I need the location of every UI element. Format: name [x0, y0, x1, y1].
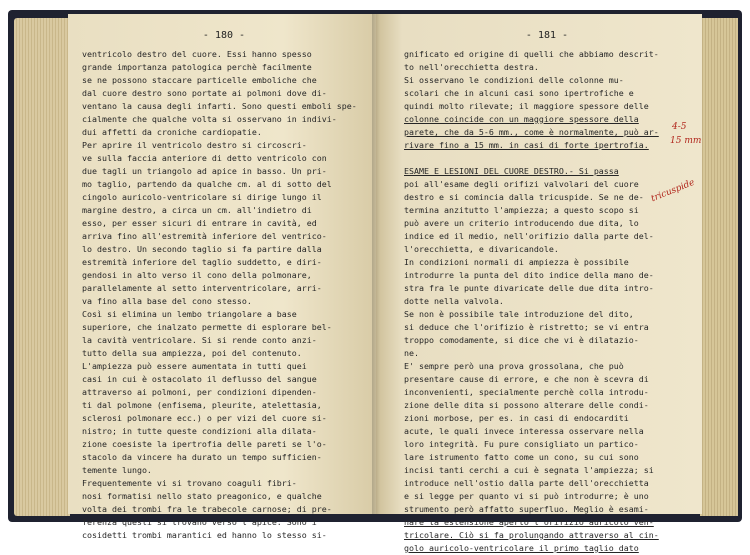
text-line: zione delle dita si possono alterare delle condi- — [404, 400, 649, 410]
text-line: grande importanza patologica perchè facilmente — [82, 62, 312, 72]
text-line: dotte nella valvola. — [404, 296, 504, 306]
text-line: casi in cui è ostacolato il deflusso del sangue — [82, 374, 317, 384]
text-line: sclerosi polmonare ecc.) o per vizi del cuore si- — [82, 413, 327, 423]
text-line: zione coesiste la ipertrofia delle pareti se l'o- — [82, 439, 327, 449]
text-line: esso, per esser sicuri di entrare in cavità, ed — [82, 218, 317, 228]
text-line: parete, che da 5-6 mm., come è normalmente, può ar- — [404, 127, 659, 137]
text-line: E' sempre però una prova grossolana, che può — [404, 361, 624, 371]
text-line: zioni morbose, per es. in casi di endocarditi — [404, 413, 629, 423]
page-number-right: - 181 - — [525, 30, 569, 41]
text-line — [404, 152, 690, 165]
text-line: to nell'orecchietta destra. — [404, 62, 539, 72]
text-line: ve sulla faccia anteriore di detto ventricolo con — [82, 153, 327, 163]
text-line: due tagli un triangolo ad apice in basso. Un pri- — [82, 166, 327, 176]
margin-note: 4-5 — [672, 122, 687, 132]
text-line: In condizioni normali di ampiezza è possibile — [404, 257, 629, 267]
text-line: temente lungo. — [82, 465, 152, 475]
text-line: cingolo auricolo-ventricolare si dirige lungo il — [82, 192, 322, 202]
left-page — [68, 14, 376, 540]
text-line: attraverso ai polmoni, per condizioni dipenden- — [82, 387, 317, 397]
text-line: strumento però affatto superfluo. Meglio è esami- — [404, 504, 649, 514]
text-line: loro integrità. Fu pure consigliato un partico- — [404, 439, 639, 449]
text-line: cialmente che qualche volta si osservano in indivi- — [82, 114, 337, 124]
text-line: Si osservano le condizioni delle colonne mu- — [404, 75, 624, 85]
text-line: scolari che in alcuni casi sono ipertrofiche e — [404, 88, 634, 98]
text-line: destro e si comincia dalla tricuspide. Se ne de- — [404, 192, 644, 202]
text-line: nare la estensione aperto l'orifizio auricolo ven- — [404, 517, 654, 527]
text-line: gnificato ed origine di quelli che abbiamo descrit- — [404, 49, 659, 59]
text-line: dal cuore destro sono portate ai polmoni dove di- — [82, 88, 327, 98]
page-edges-left — [14, 18, 70, 516]
text-line: nistro; in tutte queste condizioni alla dilata- — [82, 426, 317, 436]
book-gutter — [372, 14, 380, 514]
text-line: stacolo da vincere ha durato un tempo sufficien- — [82, 452, 322, 462]
text-line: inconvenienti, specialmente perchè colla introdu- — [404, 387, 649, 397]
text-line: mo taglio, partendo da qualche cm. al di sotto del — [82, 179, 332, 189]
text-line: lare istrumento fatto come un cono, su cui sono — [404, 452, 639, 462]
text-line: acute, le quali invece interessa osservare nella — [404, 426, 644, 436]
text-line: colonne coincide con un maggiore spessore della — [404, 114, 639, 124]
text-line: L'ampiezza può essere aumentata in tutti quei — [82, 361, 307, 371]
page-number-left: - 180 - — [202, 30, 246, 41]
text-line: lo destro. Un secondo taglio si fa partire dalla — [82, 244, 322, 254]
text-line: volta dei trombi fra le trabecole carnose; di pre- — [82, 504, 332, 514]
text-line: stra fra le punte divaricate delle due dita intro- — [404, 283, 654, 293]
text-line: tutto della sua ampiezza, poi del contenuto. — [82, 348, 302, 358]
text-line: ventricolo destro del cuore. Essi hanno spesso — [82, 49, 312, 59]
text-line: gendosi in alto verso il cono della polmonare, — [82, 270, 312, 280]
text-line: l'orecchietta, e divaricandole. — [404, 244, 559, 254]
text-line: presentare cause di errore, e che non è scevra di — [404, 374, 649, 384]
text-line: ventano la causa degli infarti. Sono questi emboli spe- — [82, 101, 357, 111]
text-line: quindi molto rilevate; il maggiore spessore delle — [404, 101, 649, 111]
text-line: incisi tanti cerchi a cui è segnata l'ampiezza; si — [404, 465, 654, 475]
text-line: cosidetti trombi marantici ed hanno lo stesso si- — [82, 530, 327, 540]
margin-note: tricuspide — [649, 177, 697, 205]
text-line: la cavità ventricolare. Si si rende conto anzi- — [82, 335, 317, 345]
text-line: ne. — [404, 348, 419, 358]
text-line: si deduce che l'orifizio è ristretto; se vi entra — [404, 322, 649, 332]
text-line: troppo comodamente, si dice che vi è dilatazio- — [404, 335, 639, 345]
text-line: indice ed il medio, nell'orifizio dalla parte del- — [404, 231, 654, 241]
text-line: introduce nell'ostio dalla parte dell'orecchietta — [404, 478, 649, 488]
page-edges-right — [700, 18, 738, 516]
text-line: Frequentemente vi si trovano coaguli fibri- — [82, 478, 297, 488]
margin-note: 15 mm — [670, 136, 702, 146]
text-line: arriva fino all'estremità inferiore del ventrico- — [82, 231, 327, 241]
text-line: introdurre la punta del dito indice della mano de- — [404, 270, 654, 280]
right-page — [376, 14, 702, 553]
text-line: Se non è possibile tale introduzione del dito, — [404, 309, 634, 319]
text-line: può avere un criterio introducendo due dita, lo — [404, 218, 639, 228]
text-line: ESAME E LESIONI DEL CUORE DESTRO.- Si passa — [404, 166, 619, 176]
text-line: nosi formatisi nello stato preagonico, e qualche — [82, 491, 322, 501]
text-line: golo auricolo-ventricolare il primo taglio dato — [404, 543, 639, 553]
text-line: rivare fino a 15 mm. in casi di forte ipertrofia. — [404, 140, 649, 150]
left-page-text — [82, 48, 366, 542]
text-line: superiore, che inalzato permette di esplorare bel- — [82, 322, 332, 332]
text-line: va fino alla base del cono stesso. — [82, 296, 252, 306]
text-line: Per aprire il ventricolo destro si circoscri- — [82, 140, 307, 150]
text-line: poi all'esame degli orifizi valvolari del cuore — [404, 179, 639, 189]
right-page-text — [404, 48, 690, 555]
text-line: ferenza questi si trovano verso l'apice. Sono i — [82, 517, 317, 527]
text-line: dui affetti da croniche cardiopatie. — [82, 127, 262, 137]
text-line: ti dal polmone (enfisema, pleurite, atelettasia, — [82, 400, 322, 410]
text-line: termina anzitutto l'ampiezza; a questo scopo si — [404, 205, 639, 215]
text-line: tricolare. Ciò si fa prolungando attraverso al cin- — [404, 530, 659, 540]
text-line: e si legge per quanto vi si può introdurre; è uno — [404, 491, 649, 501]
text-line: Così si elimina un lembo triangolare a base — [82, 309, 297, 319]
text-line: parallelamente al setto interventricolare, arri- — [82, 283, 322, 293]
text-line: margine destro, a circa un cm. all'indietro di — [82, 205, 312, 215]
text-line: estremità inferiore del taglio suddetto, e diri- — [82, 257, 322, 267]
text-line: se ne possono staccare particelle emboliche che — [82, 75, 317, 85]
